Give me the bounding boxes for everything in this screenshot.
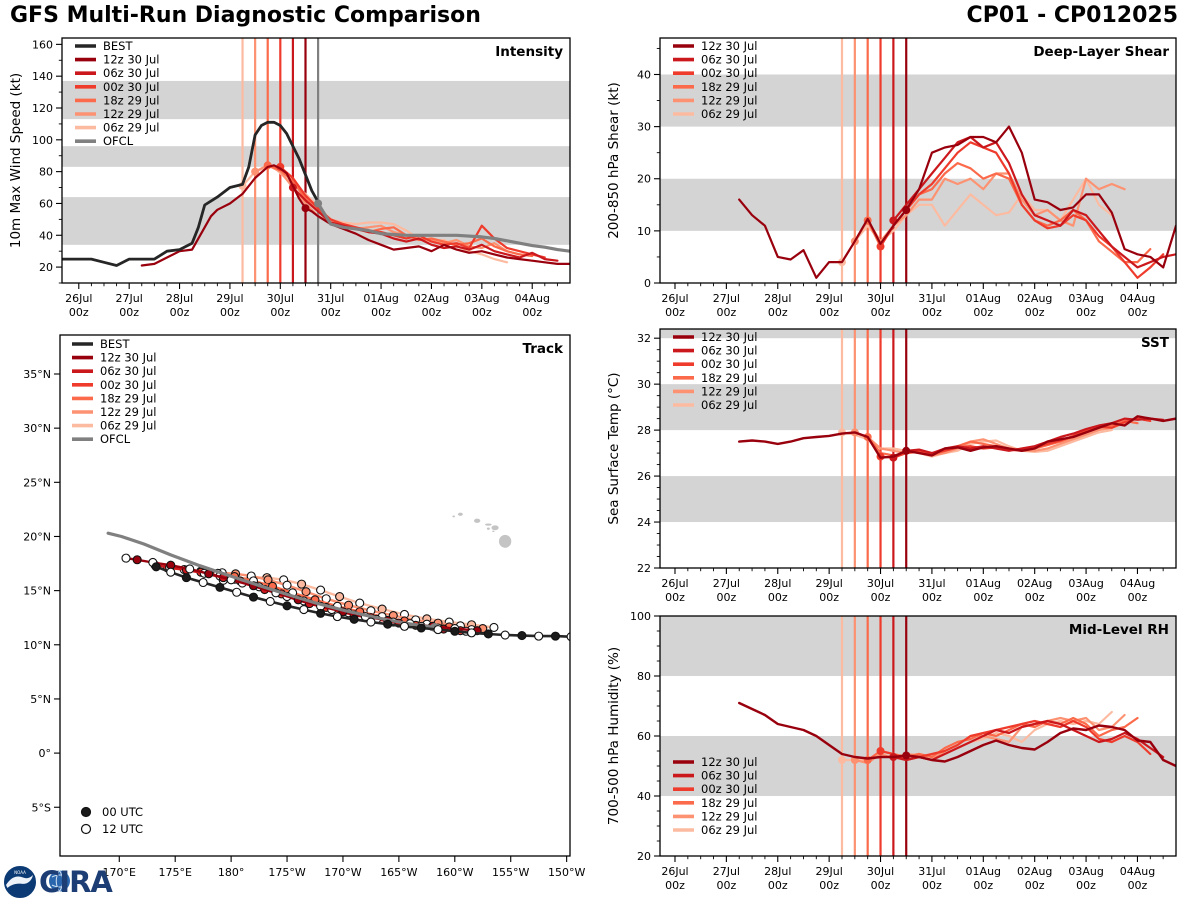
legend-label: BEST bbox=[100, 337, 130, 351]
x-tick-label: 26Jul bbox=[65, 292, 93, 305]
x-tick-sublabel: 00z bbox=[1024, 591, 1045, 604]
position-00utc-marker bbox=[518, 632, 526, 640]
position-12utc-marker bbox=[186, 565, 194, 573]
y-tick-label: 140 bbox=[32, 70, 53, 84]
legend-label: 06z 29 Jul bbox=[701, 398, 758, 412]
x-tick-label: 04Aug bbox=[1119, 577, 1156, 590]
lon-tick-label: 155°W bbox=[492, 866, 530, 879]
position-00utc-marker bbox=[350, 615, 358, 623]
position-00utc-marker bbox=[298, 580, 306, 588]
y-tick-label: 26 bbox=[637, 470, 651, 484]
y-axis-label: 200-850 hPa Shear (kt) bbox=[606, 82, 622, 239]
position-12utc-marker bbox=[317, 586, 325, 594]
legend-label: 12z 30 Jul bbox=[103, 52, 160, 67]
x-tick-label: 01Aug bbox=[965, 865, 1002, 878]
position-12utc-marker bbox=[300, 606, 308, 614]
position-12utc-marker bbox=[535, 632, 543, 640]
x-tick-sublabel: 00z bbox=[371, 306, 391, 319]
x-tick-sublabel: 00z bbox=[973, 879, 994, 892]
legend-label: OFCL bbox=[103, 134, 134, 149]
position-00utc-marker bbox=[249, 593, 257, 601]
position-12utc-marker bbox=[199, 579, 207, 587]
y-tick-label: 40 bbox=[39, 229, 53, 243]
panel-sst bbox=[606, 329, 1176, 604]
legend-label: 00z 30 Jul bbox=[701, 782, 758, 797]
position-00utc-marker bbox=[216, 583, 224, 591]
cira-logo bbox=[39, 865, 113, 899]
position-12utc-marker bbox=[333, 613, 341, 621]
x-tick-label: 03Aug bbox=[1068, 292, 1104, 305]
legend-label: 06z 30 Jul bbox=[103, 66, 160, 81]
legend-label: 06z 29 Jul bbox=[100, 418, 157, 433]
position-12utc-marker bbox=[434, 626, 442, 634]
lon-tick-label: 175°E bbox=[158, 866, 192, 879]
x-tick-label: 30Jul bbox=[266, 292, 294, 305]
y-axis-label: Sea Surface Temp (°C) bbox=[606, 372, 622, 525]
legend-label: BEST bbox=[103, 39, 133, 53]
position-12utc-marker bbox=[233, 588, 241, 596]
marker-legend bbox=[82, 805, 144, 836]
panel-intensity bbox=[8, 38, 570, 319]
x-tick-sublabel: 00z bbox=[819, 591, 840, 604]
x-tick-label: 04Aug bbox=[1119, 865, 1156, 878]
init-marker bbox=[902, 206, 910, 214]
x-tick-label: 31Jul bbox=[918, 865, 946, 878]
x-tick-sublabel: 00z bbox=[270, 306, 291, 319]
x-tick-label: 29Jul bbox=[815, 865, 843, 878]
legend-label: 06z 30 Jul bbox=[100, 364, 157, 379]
noaa-logo-text: NOAA bbox=[14, 870, 26, 875]
init-marker bbox=[902, 447, 910, 455]
legend-label: 00z 30 Jul bbox=[701, 66, 758, 81]
position-12utc-marker bbox=[567, 633, 575, 641]
x-tick-label: 29Jul bbox=[815, 292, 843, 305]
panel-shear bbox=[606, 38, 1176, 319]
legend-label: 18z 29 Jul bbox=[100, 391, 157, 406]
lat-tick-label: 0° bbox=[38, 747, 51, 761]
x-tick-label: 26Jul bbox=[661, 865, 689, 878]
x-tick-label: 28Jul bbox=[165, 292, 194, 305]
legend-label: 00z 30 Jul bbox=[701, 357, 758, 372]
marker-legend-label: 00 UTC bbox=[102, 805, 144, 819]
x-tick-sublabel: 00z bbox=[767, 591, 788, 604]
legend-label: 12z 30 Jul bbox=[701, 330, 758, 344]
init-marker bbox=[902, 752, 910, 760]
x-tick-label: 04Aug bbox=[1119, 292, 1156, 305]
panel-title-track: Track bbox=[522, 341, 563, 357]
x-tick-sublabel: 00z bbox=[1024, 879, 1045, 892]
legend-label: 18z 29 Jul bbox=[701, 795, 758, 810]
legend-label: 18z 29 Jul bbox=[701, 370, 758, 385]
x-tick-label: 28Jul bbox=[764, 577, 792, 590]
legend-label: 12z 30 Jul bbox=[100, 350, 157, 365]
x-tick-sublabel: 00z bbox=[767, 879, 788, 892]
island-landmass bbox=[492, 531, 494, 533]
x-tick-label: 03Aug bbox=[1068, 577, 1104, 590]
x-tick-sublabel: 00z bbox=[1076, 879, 1096, 892]
lon-tick-label: 175°W bbox=[268, 866, 306, 879]
y-tick-label: 40 bbox=[637, 790, 651, 803]
x-tick-sublabel: 00z bbox=[665, 591, 685, 604]
y-tick-label: 120 bbox=[32, 102, 53, 115]
y-axis-label: 700-500 hPa Humidity (%) bbox=[606, 646, 622, 826]
x-tick-label: 27Jul bbox=[712, 865, 741, 878]
x-tick-label: 28Jul bbox=[764, 865, 792, 878]
island-landmass bbox=[499, 535, 511, 548]
island-landmass bbox=[487, 527, 490, 529]
position-00utc-marker bbox=[133, 556, 141, 564]
x-tick-sublabel: 00z bbox=[870, 591, 891, 604]
x-tick-label: 02Aug bbox=[413, 292, 450, 305]
legend-label: 06z 29 Jul bbox=[701, 823, 758, 837]
island-landmass bbox=[491, 525, 498, 530]
y-tick-label: 80 bbox=[39, 165, 53, 179]
x-tick-label: 02Aug bbox=[1016, 292, 1053, 305]
position-12utc-marker bbox=[356, 599, 364, 607]
legend-label: 06z 30 Jul bbox=[701, 52, 758, 67]
y-tick-label: 20 bbox=[637, 172, 651, 186]
panel-rh bbox=[606, 610, 1176, 892]
x-tick-sublabel: 00z bbox=[1024, 306, 1045, 319]
category-band bbox=[660, 476, 1176, 522]
x-tick-sublabel: 00z bbox=[716, 306, 737, 319]
position-12utc-marker bbox=[400, 622, 408, 630]
legend-label: 06z 29 Jul bbox=[103, 120, 160, 135]
legend-label: 12z 30 Jul bbox=[701, 755, 758, 769]
legend-label: 06z 30 Jul bbox=[701, 768, 758, 783]
x-tick-sublabel: 00z bbox=[973, 591, 994, 604]
x-tick-sublabel: 00z bbox=[665, 879, 685, 892]
lat-tick-label: 25°N bbox=[23, 476, 51, 490]
legend-label: 12z 29 Jul bbox=[701, 93, 758, 108]
panel-title-rh: Mid-Level RH bbox=[1068, 622, 1169, 638]
lat-tick-label: 35°N bbox=[23, 367, 51, 381]
x-tick-sublabel: 00z bbox=[1076, 306, 1096, 319]
x-tick-label: 01Aug bbox=[965, 577, 1002, 590]
legend-label: 12z 29 Jul bbox=[701, 809, 758, 824]
lat-tick-label: 5°S bbox=[31, 801, 51, 815]
x-tick-label: 27Jul bbox=[712, 577, 741, 590]
position-00utc-marker bbox=[336, 593, 344, 601]
position-00utc-marker bbox=[317, 609, 325, 617]
x-tick-sublabel: 00z bbox=[1127, 591, 1148, 604]
panel-title-intensity: Intensity bbox=[495, 44, 563, 60]
legend-label: 00z 30 Jul bbox=[103, 79, 160, 94]
y-axis-label: 10m Max Wind Speed (kt) bbox=[8, 72, 24, 249]
position-00utc-marker bbox=[417, 624, 425, 632]
x-tick-label: 29Jul bbox=[815, 577, 843, 590]
y-tick-label: 24 bbox=[637, 516, 651, 530]
x-tick-sublabel: 00z bbox=[819, 879, 840, 892]
lat-tick-label: 20°N bbox=[23, 530, 51, 544]
x-tick-label: 02Aug bbox=[1016, 865, 1053, 878]
x-tick-sublabel: 00z bbox=[922, 879, 942, 892]
x-tick-label: 31Jul bbox=[918, 577, 946, 590]
legend-label: 12z 29 Jul bbox=[100, 405, 157, 419]
y-tick-label: 10 bbox=[637, 224, 651, 238]
y-tick-label: 100 bbox=[32, 133, 53, 147]
position-12utc-marker bbox=[490, 623, 498, 631]
x-tick-sublabel: 00z bbox=[819, 306, 840, 319]
panel-title-shear: Deep-Layer Shear bbox=[1033, 44, 1169, 60]
lat-tick-label: 30°N bbox=[23, 422, 51, 436]
position-00utc-marker bbox=[283, 602, 291, 610]
x-tick-label: 28Jul bbox=[764, 292, 792, 305]
island-landmass bbox=[474, 519, 480, 523]
y-tick-label: 80 bbox=[637, 670, 651, 683]
init-marker bbox=[838, 756, 846, 764]
y-tick-label: 22 bbox=[637, 562, 651, 575]
storm-id-title: CP01 - CP012025 bbox=[966, 3, 1178, 28]
x-tick-label: 04Aug bbox=[514, 292, 550, 305]
panel-title-sst: SST bbox=[1140, 335, 1169, 351]
legend-label: 12z 29 Jul bbox=[103, 107, 160, 121]
y-tick-label: 20 bbox=[39, 261, 53, 275]
position-00utc-marker bbox=[451, 627, 459, 635]
x-tick-sublabel: 00z bbox=[421, 306, 442, 319]
x-tick-sublabel: 00z bbox=[471, 306, 492, 319]
lon-tick-label: 170°W bbox=[324, 866, 362, 879]
marker-legend-label: 12 UTC bbox=[102, 822, 144, 836]
x-tick-label: 03Aug bbox=[464, 292, 500, 305]
lat-tick-label: 15°N bbox=[23, 584, 51, 598]
position-12utc-marker bbox=[266, 597, 274, 605]
y-tick-label: 40 bbox=[637, 68, 651, 82]
lon-tick-label: 170°E bbox=[102, 866, 137, 879]
position-12utc-marker bbox=[468, 629, 476, 637]
legend-label: 12z 29 Jul bbox=[701, 384, 758, 399]
init-marker bbox=[877, 747, 885, 755]
position-00utc-marker bbox=[152, 563, 160, 571]
y-tick-label: 30 bbox=[637, 378, 651, 392]
y-tick-label: 32 bbox=[637, 332, 651, 346]
x-tick-label: 31Jul bbox=[317, 292, 345, 305]
island-landmass bbox=[458, 513, 463, 516]
x-tick-sublabel: 00z bbox=[767, 306, 788, 319]
lon-tick-label: 165°W bbox=[380, 866, 418, 879]
x-tick-label: 30Jul bbox=[866, 577, 895, 590]
y-tick-label: 100 bbox=[630, 610, 651, 623]
x-tick-label: 30Jul bbox=[866, 865, 895, 878]
position-00utc-marker bbox=[484, 630, 492, 638]
x-tick-sublabel: 00z bbox=[320, 306, 341, 319]
island-landmass bbox=[452, 515, 455, 517]
x-tick-sublabel: 00z bbox=[665, 306, 685, 319]
lon-tick-label: 160°W bbox=[436, 866, 474, 879]
x-tick-label: 01Aug bbox=[363, 292, 399, 305]
x-tick-sublabel: 00z bbox=[220, 306, 240, 319]
legend-label: 06z 29 Jul bbox=[701, 107, 758, 121]
legend-label: OFCL bbox=[100, 432, 131, 447]
position-12utc-marker bbox=[122, 554, 130, 562]
x-tick-sublabel: 00z bbox=[522, 306, 543, 319]
x-tick-label: 27Jul bbox=[115, 292, 143, 305]
y-tick-label: 160 bbox=[32, 38, 53, 52]
x-tick-sublabel: 00z bbox=[870, 306, 891, 319]
position-12utc-marker bbox=[501, 631, 509, 639]
x-tick-label: 26Jul bbox=[661, 577, 689, 590]
y-tick-label: 60 bbox=[39, 197, 53, 211]
x-tick-sublabel: 00z bbox=[922, 591, 942, 604]
x-tick-label: 26Jul bbox=[661, 292, 689, 305]
x-tick-sublabel: 00z bbox=[716, 879, 737, 892]
x-tick-label: 30Jul bbox=[866, 292, 895, 305]
marker-legend-symbol bbox=[82, 825, 91, 834]
position-00utc-marker bbox=[551, 632, 559, 640]
legend-track bbox=[72, 337, 157, 446]
main-title: GFS Multi-Run Diagnostic Comparison bbox=[10, 3, 481, 28]
position-12utc-marker bbox=[283, 581, 291, 589]
x-tick-label: 01Aug bbox=[965, 292, 1002, 305]
y-tick-label: 0 bbox=[644, 277, 651, 290]
x-tick-sublabel: 00z bbox=[973, 306, 994, 319]
y-tick-label: 30 bbox=[637, 120, 651, 134]
island-landmass bbox=[485, 523, 492, 525]
x-tick-sublabel: 00z bbox=[169, 306, 190, 319]
x-tick-sublabel: 00z bbox=[1127, 879, 1148, 892]
x-tick-sublabel: 00z bbox=[68, 306, 89, 319]
y-tick-label: 60 bbox=[637, 730, 651, 743]
init-marker bbox=[302, 204, 310, 212]
cira-logo-text: CIRA bbox=[39, 865, 112, 899]
position-00utc-marker bbox=[182, 574, 190, 582]
panel-track bbox=[23, 335, 585, 879]
position-00utc-marker bbox=[302, 588, 310, 596]
x-tick-sublabel: 00z bbox=[1127, 306, 1148, 319]
x-tick-label: 02Aug bbox=[1016, 577, 1053, 590]
x-tick-sublabel: 00z bbox=[922, 306, 942, 319]
legend-label: 06z 30 Jul bbox=[701, 343, 758, 358]
lat-tick-label: 5°N bbox=[30, 692, 51, 706]
noaa-logo bbox=[5, 867, 36, 898]
y-tick-label: 28 bbox=[637, 424, 651, 438]
x-tick-label: 29Jul bbox=[216, 292, 244, 305]
lon-tick-label: 150°W bbox=[547, 866, 586, 879]
init-marker bbox=[314, 199, 322, 207]
x-tick-label: 27Jul bbox=[712, 292, 741, 305]
legend-label: 18z 29 Jul bbox=[701, 79, 758, 94]
lat-tick-label: 10°N bbox=[23, 638, 51, 652]
x-tick-label: 03Aug bbox=[1068, 865, 1104, 878]
lon-tick-label: 180° bbox=[217, 866, 245, 879]
position-12utc-marker bbox=[167, 568, 175, 576]
y-tick-label: 20 bbox=[637, 850, 651, 863]
agency-logos bbox=[2, 864, 182, 900]
position-12utc-marker bbox=[367, 618, 375, 626]
x-tick-label: 31Jul bbox=[918, 292, 946, 305]
position-00utc-marker bbox=[384, 620, 392, 628]
x-tick-sublabel: 00z bbox=[119, 306, 140, 319]
legend-label: 18z 29 Jul bbox=[103, 93, 160, 108]
legend-label: 12z 30 Jul bbox=[701, 39, 758, 53]
x-tick-sublabel: 00z bbox=[1076, 591, 1096, 604]
x-tick-sublabel: 00z bbox=[870, 879, 891, 892]
legend-label: 00z 30 Jul bbox=[100, 377, 157, 392]
category-band bbox=[62, 146, 570, 167]
marker-legend-symbol bbox=[82, 808, 91, 817]
x-tick-sublabel: 00z bbox=[716, 591, 737, 604]
